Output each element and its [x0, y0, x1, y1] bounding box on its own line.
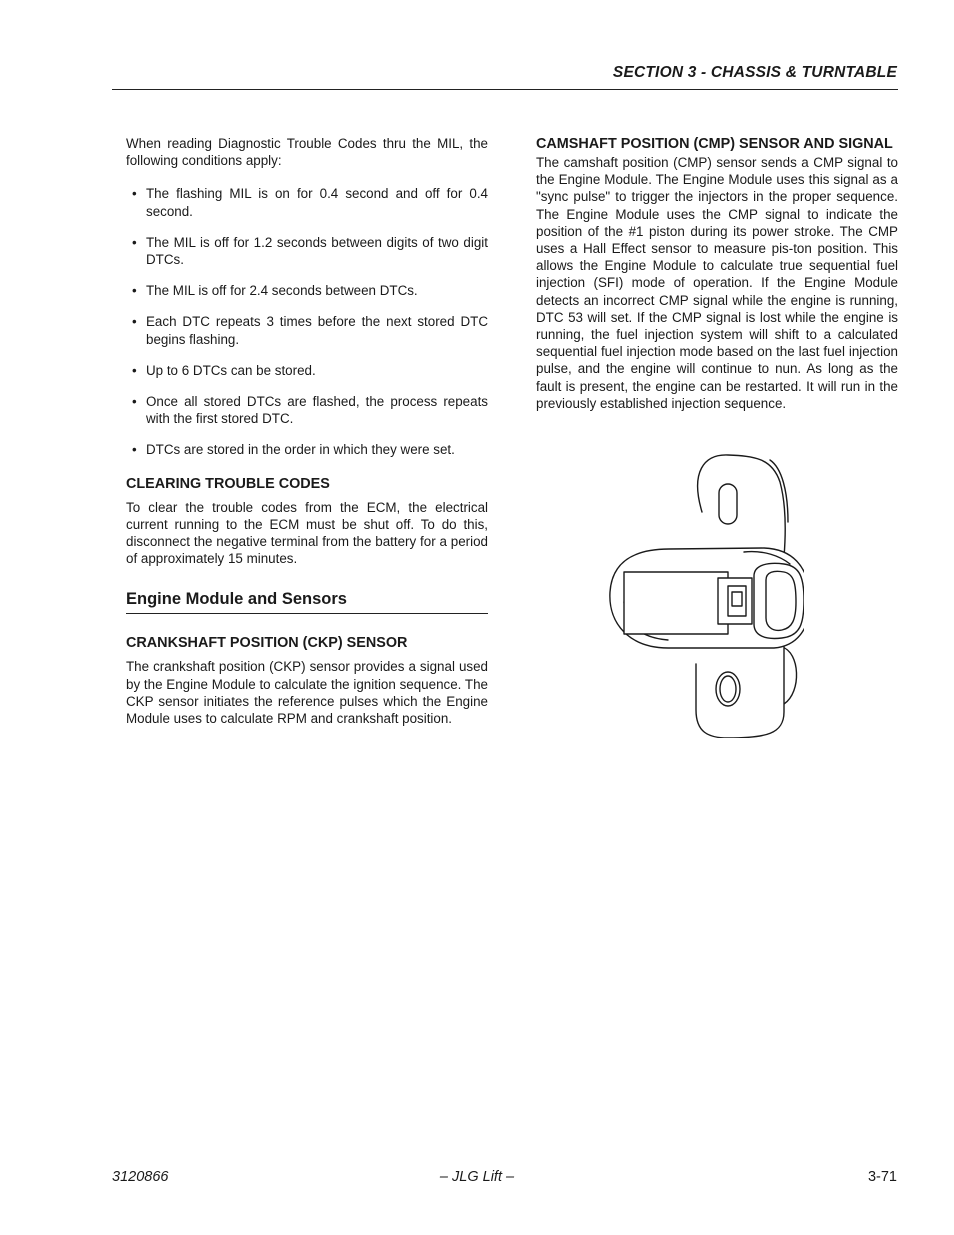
list-item	[126, 313, 488, 347]
page-number: 3-71	[867, 1169, 897, 1185]
header-rule	[112, 89, 898, 90]
mil-conditions-list	[126, 185, 488, 458]
ckp-sensor-heading: CRANKSHAFT POSITION (CKP) SENSOR	[126, 635, 408, 652]
cmp-sensor-illustration	[604, 452, 804, 738]
cmp-sensor-heading: CAMSHAFT POSITION (CMP) SENSOR AND SIGNAL	[536, 136, 893, 152]
list-item-text: DTCs are stored in the order in which they were set.	[146, 442, 455, 458]
footer-brand: – JLG Lift –	[439, 1169, 515, 1185]
cmp-sensor-paragraph: The camshaft position (CMP) sensor sends a CMP signal to the Engine Module. The Engine Module uses this signal as a "sync pulse" to trigger the injectors in the proper sequence. The Engine Module uses the CMP signal to indicate the position of the #1 piston during its power stroke. The CMP uses a Hall Effect sensor to measure pis-ton position. This allows the Engine Module to calculate true sequential fuel injection (SFI) mode of operation. If the Engine Module detects an incorrect CMP signal while the engine is running, DTC 53 will set. If the CMP signal is lost while the engine is running, the fuel injection system will shift to a calculated sequential fuel injection mode based on the last fuel injection pulse, and the engine will continue to nun. As long as the fault is present, the engine can be restarted. It will run in the previously established injection sequence.	[536, 155, 898, 411]
list-item-text: Once all stored DTCs are flashed, the process repeats with the first stored DTC.	[146, 394, 488, 427]
mil-intro-paragraph: When reading Diagnostic Trouble Codes thru the MIL, the following conditions apply:	[126, 136, 488, 169]
list-item	[126, 441, 488, 458]
document-number: 3120866	[112, 1169, 169, 1185]
clearing-codes-paragraph: To clear the trouble codes from the ECM, the electrical current running to the ECM must be shut off. To do this, disconnect the negative terminal from the battery for a period of approximately 15 minutes.	[126, 499, 488, 567]
list-item	[126, 185, 488, 219]
bullet: •	[132, 186, 137, 202]
list-item	[126, 282, 488, 299]
list-item-text: The MIL is off for 2.4 seconds between DTCs.	[146, 283, 418, 299]
bullet: •	[132, 394, 137, 410]
ckp-sensor-paragraph: The crankshaft position (CKP) sensor provides a signal used by the Engine Module to calculate the ignition sequence. The CKP sensor initiates the reference pulses which the Engine Module uses to calculate RPM and crankshaft position.	[126, 659, 488, 727]
bullet: •	[132, 283, 137, 299]
engine-heading-block	[126, 589, 488, 614]
bullet: •	[132, 234, 137, 250]
list-item-text: Each DTC repeats 3 times before the next stored DTC begins flashing.	[146, 314, 488, 347]
bullet: •	[132, 314, 137, 330]
left-column	[126, 135, 488, 727]
list-item	[126, 393, 488, 427]
clearing-codes-heading: CLEARING TROUBLE CODES	[126, 475, 330, 492]
list-item	[126, 234, 488, 268]
list-item-text: Up to 6 DTCs can be stored.	[146, 362, 316, 378]
list-item	[126, 362, 488, 379]
engine-module-heading: Engine Module and Sensors	[126, 590, 347, 609]
bullet: •	[132, 362, 137, 378]
section-title: SECTION 3 - CHASSIS & TURNTABLE	[612, 64, 897, 81]
right-column	[536, 135, 898, 412]
list-item-text: The flashing MIL is on for 0.4 second and off for 0.4 second.	[146, 186, 488, 219]
list-item-text: The MIL is off for 1.2 seconds between digits of two digit DTCs.	[146, 234, 488, 268]
bullet: •	[132, 442, 137, 458]
